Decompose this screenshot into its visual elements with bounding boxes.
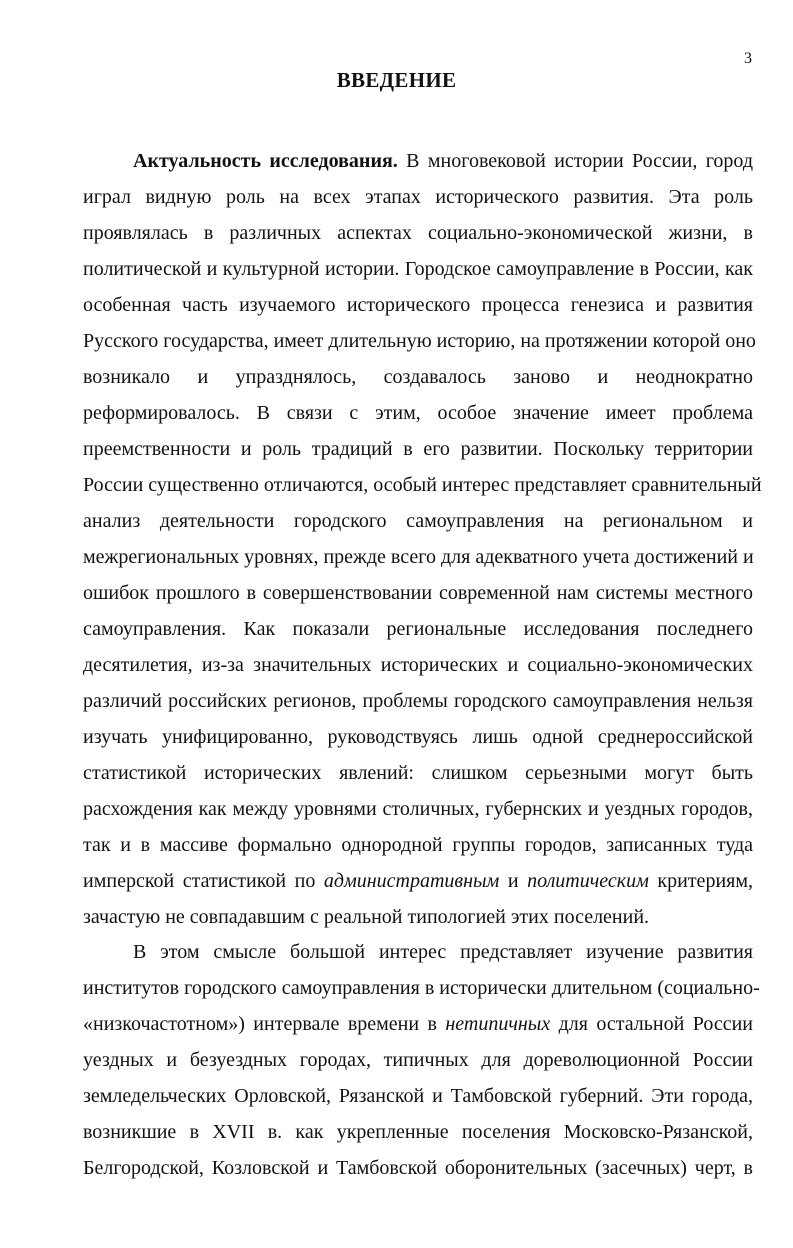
text-line: проявлялась в различных аспектах социально-экономической жизни, в — [83, 222, 753, 244]
emphasis: нетипичных — [445, 1013, 551, 1035]
text-line: зачастую не совпадавшим с реальной типологией этих поселений. — [83, 906, 650, 928]
text-line: реформировалось. В связи с этим, особое значение имеет проблема — [83, 402, 753, 424]
text-line: ошибок прошлого в совершенствовании современной нам системы местного — [83, 582, 753, 604]
text-line: возникало и упразднялось, создавалось заново и неоднократно — [83, 366, 753, 388]
text-line: играл видную роль на всех этапах исторического развития. Эта роль — [83, 186, 753, 208]
emphasis: политическим — [527, 870, 649, 892]
page-number: 3 — [744, 50, 752, 67]
text-line: анализ деятельности городского самоуправления на региональном и — [83, 510, 753, 532]
text-line: институтов городского самоуправления в исторически длительном (социально- — [83, 977, 760, 999]
text-line: изучать унифицированно, руководствуясь лишь одной среднероссийской — [83, 726, 753, 748]
text-line: преемственности и роль традиций в его развитии. Поскольку территории — [83, 438, 753, 460]
text-line: статистикой исторических явлений: слишком серьезными могут быть — [83, 762, 753, 784]
paragraph-interest — [83, 934, 760, 1186]
text-line: В этом смысле большой интерес представляет изучение развития — [133, 941, 753, 963]
text-line: особенная часть изучаемого исторического процесса генезиса и развития — [83, 294, 753, 316]
text-line: десятилетия, из-за значительных исторических и социально-экономических — [83, 654, 753, 676]
text-line: «низкочастотном») интервале времени в нетипичных для остальной России — [83, 1013, 753, 1035]
text-line: уездных и безуездных городах, типичных для дореволюционной России — [83, 1049, 753, 1071]
text-line: имперской статистикой по административным и политическим критериям, — [83, 870, 753, 892]
text-line: России существенно отличаются, особый интерес представляет сравнительный — [83, 474, 762, 496]
text-line: межрегиональных уровнях, прежде всего для адекватного учета достижений и — [83, 546, 754, 568]
section-heading: Актуальность исследования. — [133, 150, 398, 172]
text-line: расхождения как между уровнями столичных, губернских и уездных городов, — [83, 798, 753, 820]
text-line: самоуправления. Как показали региональные исследования последнего — [83, 618, 753, 640]
text-line: Актуальность исследования. В многовековой истории России, город — [133, 150, 754, 172]
paragraph-relevance — [83, 143, 762, 935]
text-line: возникшие в XVII в. как укрепленные поселения Московско-Рязанской, — [83, 1121, 753, 1143]
page-title: ВВЕДЕНИЕ — [336, 68, 457, 92]
text-line: земледельческих Орловской, Рязанской и Тамбовской губерний. Эти города, — [83, 1085, 753, 1107]
text-line: политической и культурной истории. Городское самоуправление в России, как — [83, 258, 753, 280]
text-line: так и в массиве формально однородной группы городов, записанных туда — [83, 834, 753, 856]
text-line: Белгородской, Козловской и Тамбовской оборонительных (засечных) черт, в — [83, 1157, 753, 1179]
text-line: различий российских регионов, проблемы городского самоуправления нельзя — [83, 690, 753, 712]
emphasis: административным — [323, 870, 500, 892]
text-line: Русского государства, имеет длительную историю, на протяжении которой оно — [83, 330, 756, 352]
